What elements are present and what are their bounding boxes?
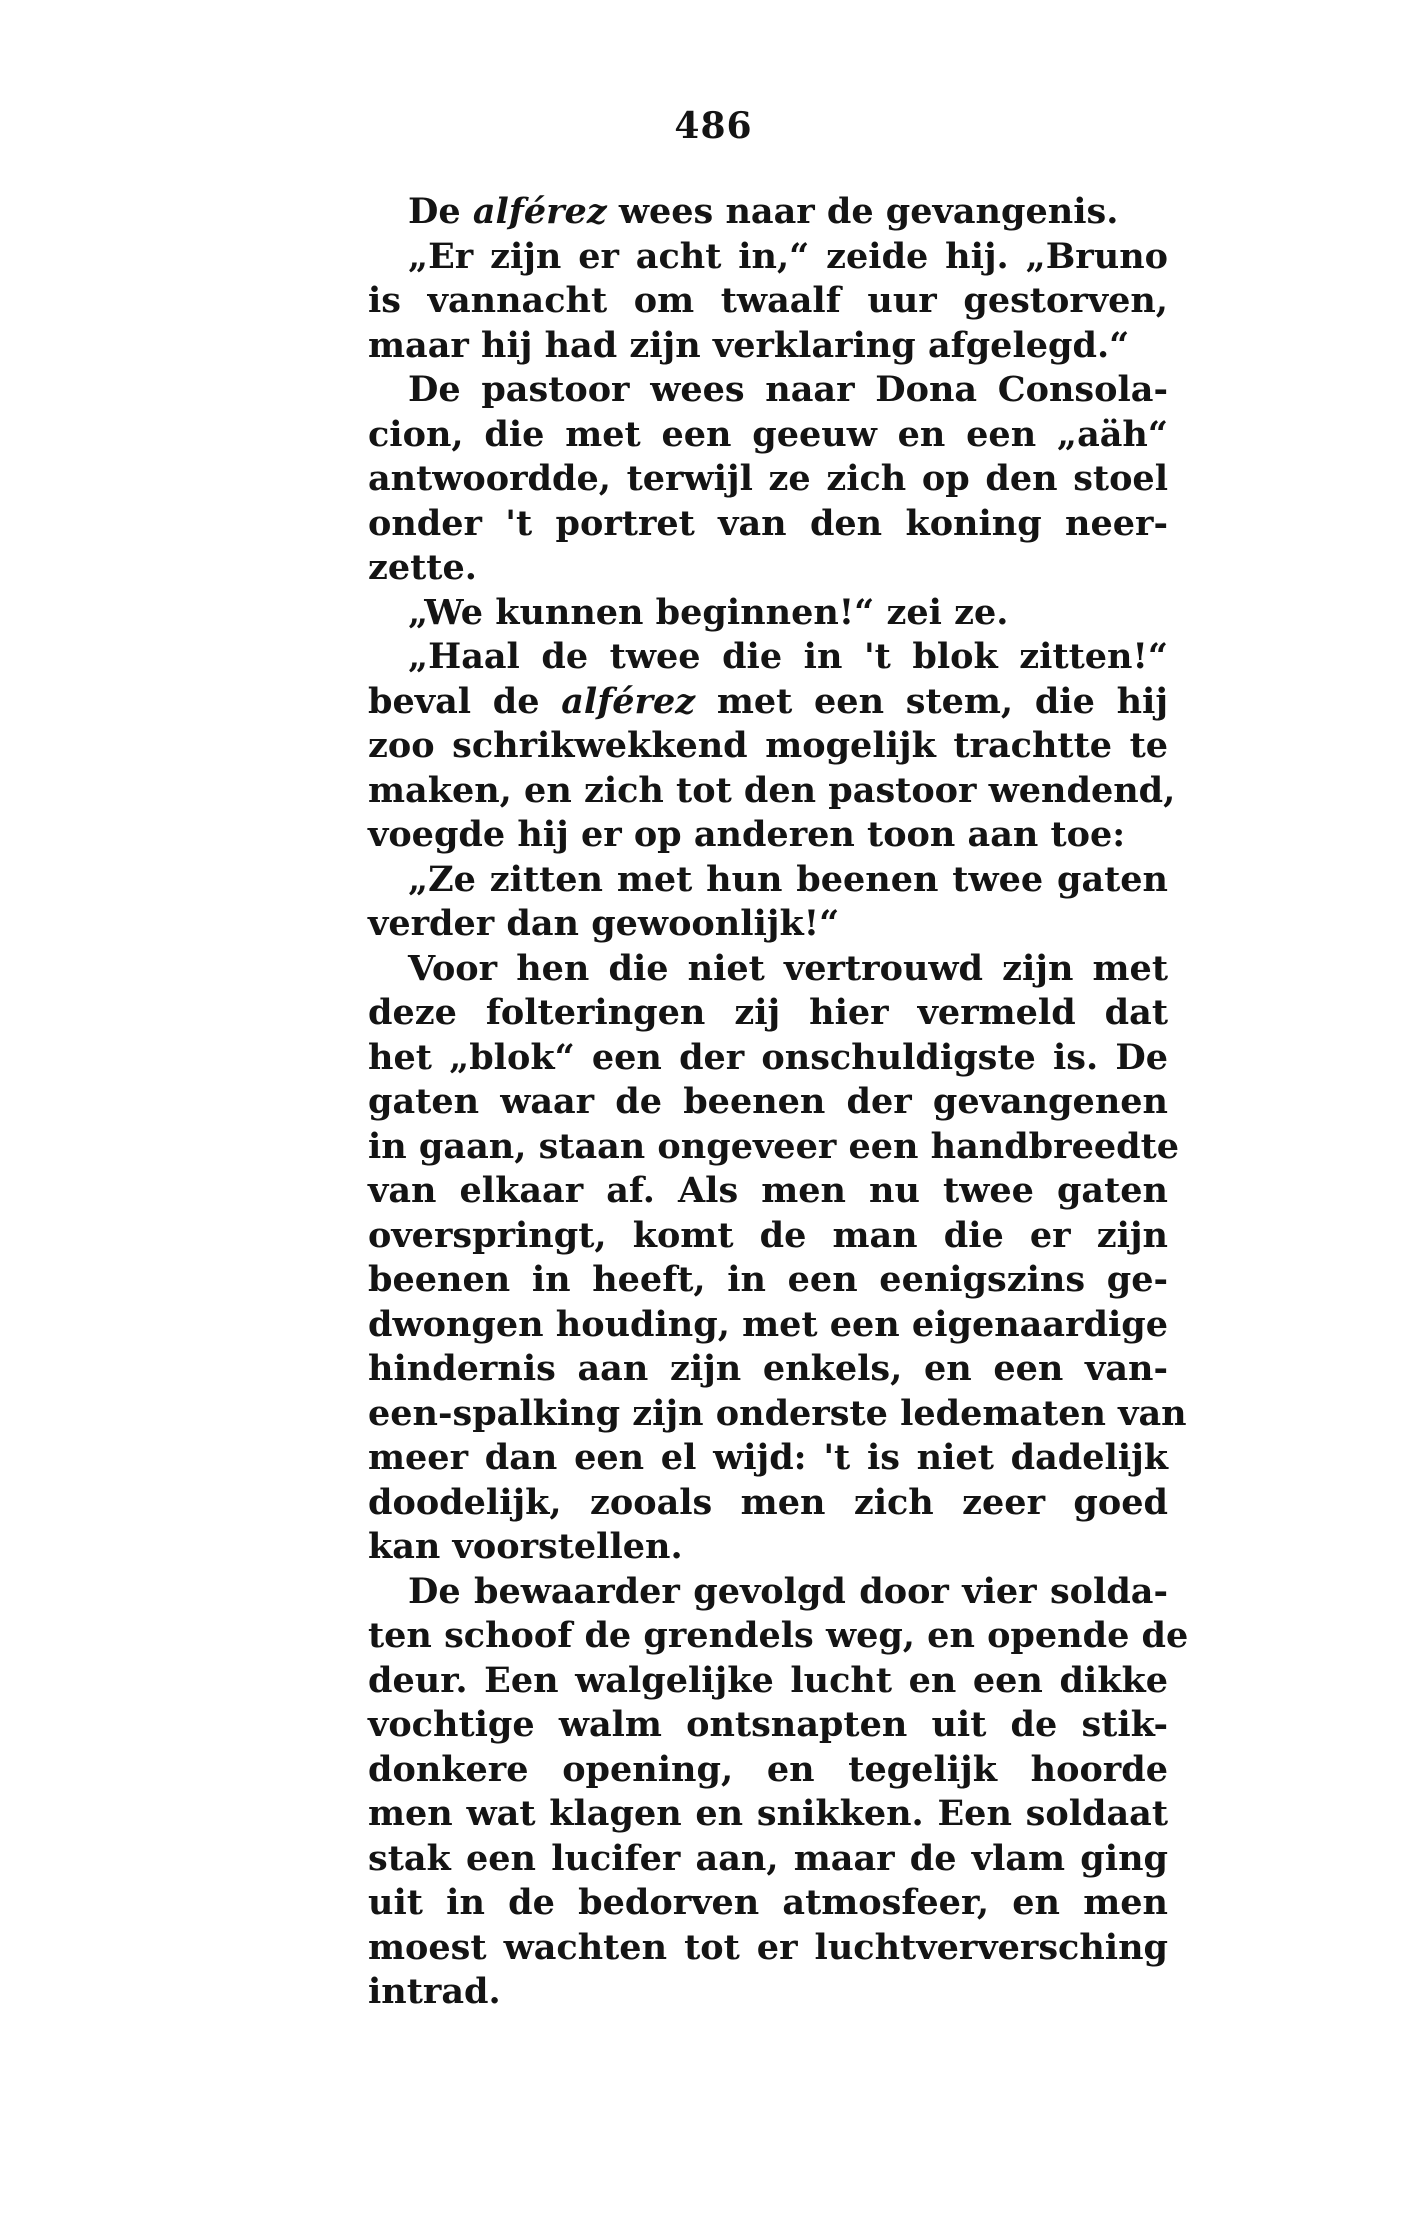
paragraph xyxy=(368,635,1176,858)
text-line: „Er zijn er acht in,“ zeide hij. „Bruno xyxy=(408,235,1168,277)
text-segment: met een stem, die hij xyxy=(695,680,1168,722)
text-line xyxy=(368,190,1168,235)
page-number: 486 xyxy=(674,105,753,147)
text-segment: beval de xyxy=(368,680,562,722)
text-line: men wat klagen en snikken. Een soldaat xyxy=(368,1793,1168,1834)
paragraph xyxy=(368,591,1168,636)
text-line: maar hij had zijn verklaring afgelegd.“ xyxy=(368,324,1130,366)
text-line: „Haal de twee die in 't blok zitten!“ xyxy=(408,636,1168,677)
text-line: „We kunnen beginnen!“ zei ze. xyxy=(408,591,1009,633)
text-line: beenen in heeft, in een eenigszins ge- xyxy=(368,1259,1168,1300)
text-line: een-spalking zijn onderste ledematen van xyxy=(368,1392,1187,1434)
text-line: maken, en zich tot den pastoor wendend, xyxy=(368,769,1176,811)
text-line: doodelijk, zooals men zich zeer goed xyxy=(368,1481,1168,1523)
text-line: deze folteringen zij hier vermeld dat xyxy=(368,992,1168,1033)
text-line: vochtige walm ontsnapten uit de stik- xyxy=(368,1704,1168,1745)
paragraph xyxy=(368,235,1168,369)
text-line: uit in de bedorven atmosfeer, en men xyxy=(368,1882,1168,1923)
italic-word: alférez xyxy=(561,680,696,722)
text-line: zette. xyxy=(368,547,477,588)
text-line: ten schoof de grendels weg, en opende de xyxy=(368,1615,1189,1656)
text-line: „Ze zitten met hun beenen twee gaten xyxy=(408,858,1168,900)
text-line: dwongen houding, met een eigenaardige xyxy=(368,1303,1168,1345)
text-line: van elkaar af. Als men nu twee gaten xyxy=(368,1170,1168,1211)
text-line: cion, die met een geeuw en een „aäh“ xyxy=(368,413,1168,455)
paragraph xyxy=(368,858,1168,947)
text-line: intrad. xyxy=(368,1971,501,2012)
text-line: deur. Een walgelijke lucht en een dikke xyxy=(368,1659,1168,1701)
paragraph xyxy=(368,947,1187,1570)
text-line: verder dan gewoonlijk!“ xyxy=(368,903,840,944)
text-segment: wees naar de gevangenis. xyxy=(606,191,1119,232)
text-line: donkere opening, en tegelijk hoorde xyxy=(368,1748,1168,1790)
body-text xyxy=(368,190,1189,2015)
text-line: zoo schrikwekkend mogelijk trachtte te xyxy=(368,725,1168,766)
text-line: meer dan een el wijd: 't is niet dadelijk xyxy=(368,1437,1168,1478)
text-line: het „blok“ een der onschuldigste is. De xyxy=(368,1036,1168,1078)
text-line: De pastoor wees naar Dona Consola- xyxy=(408,369,1168,410)
text-line: moest wachten tot er luchtverversching xyxy=(368,1926,1168,1968)
text-line: onder 't portret van den koning neer- xyxy=(368,502,1168,544)
text-line: is vannacht om twaalf uur gestorven, xyxy=(368,280,1168,321)
text-line: antwoordde, terwijl ze zich op den stoel xyxy=(368,458,1168,499)
text-line: voegde hij er op anderen toon aan toe: xyxy=(368,814,1126,855)
text-line: De bewaarder gevolgd door vier solda- xyxy=(408,1570,1168,1612)
text-line xyxy=(368,680,1168,725)
italic-word: alférez xyxy=(472,191,607,232)
text-line: stak een lucifer aan, maar de vlam ging xyxy=(368,1837,1168,1879)
text-line: overspringt, komt de man die er zijn xyxy=(368,1214,1168,1256)
text-line: kan voorstellen. xyxy=(368,1526,683,1567)
paragraph xyxy=(368,190,1168,235)
text-line: Voor hen die niet vertrouwd zijn met xyxy=(408,947,1168,989)
text-line: gaten waar de beenen der gevangenen xyxy=(368,1081,1168,1122)
text-line: hindernis aan zijn enkels, en een van- xyxy=(368,1348,1168,1389)
paragraph xyxy=(368,368,1168,591)
text-line: in gaan, staan ongeveer een handbreedte xyxy=(368,1125,1180,1167)
paragraph xyxy=(368,1570,1189,2015)
text-segment: De xyxy=(408,191,473,232)
